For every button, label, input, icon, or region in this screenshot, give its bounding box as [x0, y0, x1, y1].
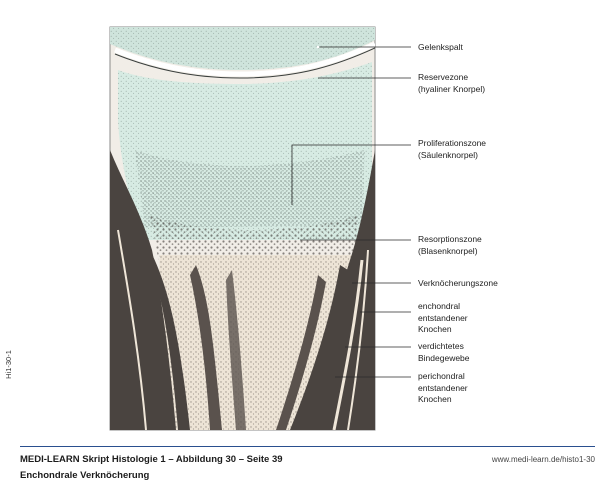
- footer-title: MEDI-LEARN Skript Histologie 1 – Abbildung 30 – Seite 39: [20, 454, 283, 465]
- label-resorptionszone: Resorptionszone (Blasenknorpel): [418, 234, 482, 256]
- footer-subtitle: Enchondrale Verknöcherung: [20, 470, 150, 481]
- label-verdichtetes-bindegewebe: verdichtetes Bindegewebe: [418, 341, 470, 363]
- label-enchondral-knochen: enchondral entstandener Knochen: [418, 301, 468, 334]
- footer-divider: [20, 446, 595, 447]
- figure-code: Hi1-30-1: [3, 350, 13, 379]
- label-reservezone: Reservezone (hyaliner Knorpel): [418, 72, 486, 94]
- label-proliferationszone: Proliferationszone (Säulenknorpel): [418, 138, 487, 160]
- label-gelenkspalt: Gelenkspalt: [418, 42, 463, 52]
- footer-url: www.medi-learn.de/histo1-30: [491, 455, 595, 464]
- label-verknoecherungszone: Verknöcherungszone: [418, 278, 498, 288]
- label-perichondral-knochen: perichondral entstandener Knochen: [418, 371, 468, 404]
